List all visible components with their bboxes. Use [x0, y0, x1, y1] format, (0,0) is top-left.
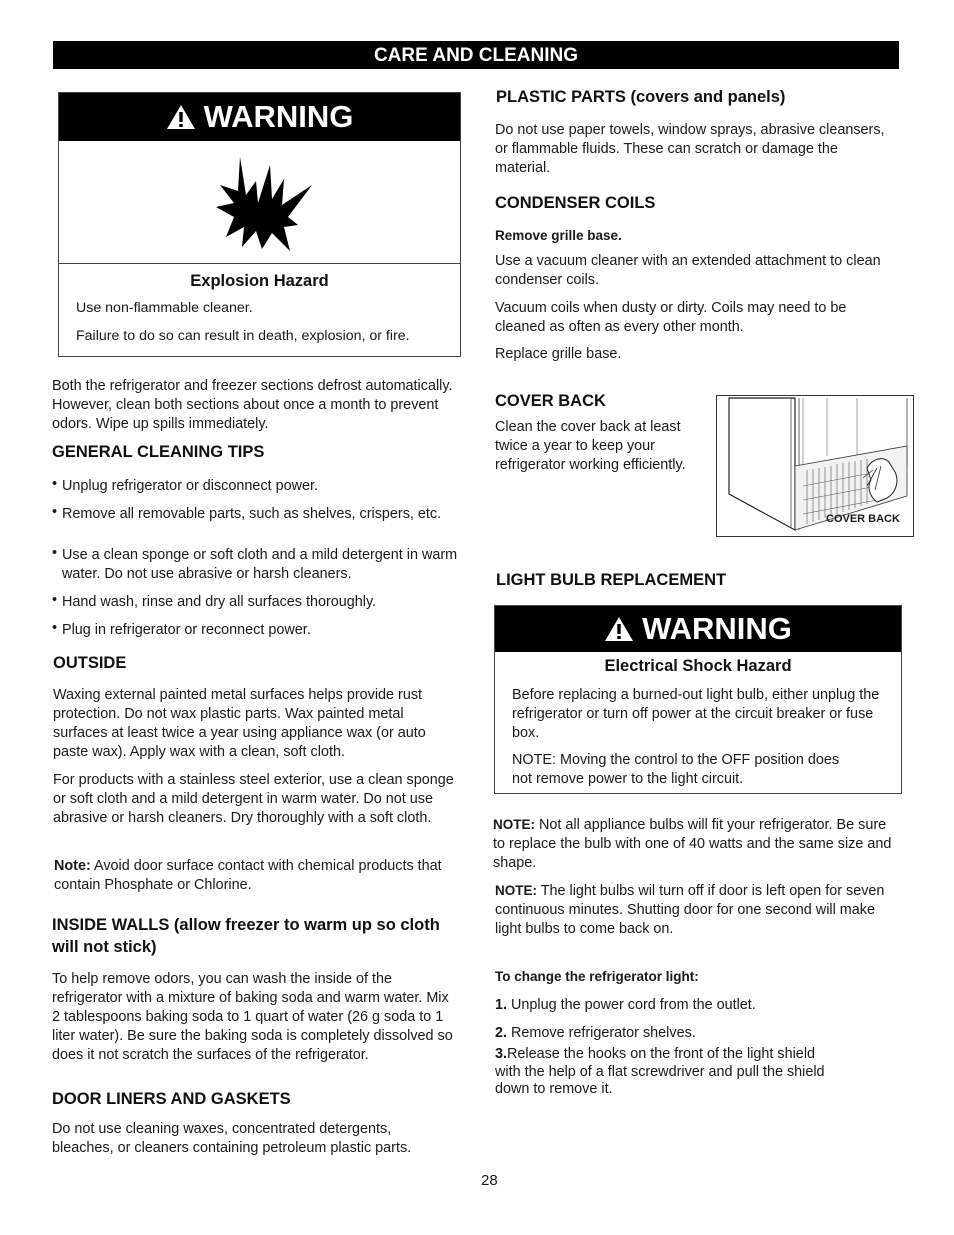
note-label: Note: [54, 858, 91, 874]
condenser-paragraph-3: Replace grille base. [495, 346, 622, 362]
step-number: 1. [495, 997, 508, 1013]
condenser-paragraph-2: Vacuum coils when dusty or dirty. Coils may need to be cleaned as often as every other month. [495, 300, 847, 335]
electrical-hazard-title: Electrical Shock Hazard [604, 657, 792, 675]
bullet-dot-icon: • [52, 620, 58, 636]
warning-header [495, 606, 901, 652]
bulb-note-2: NOTE: The light bulbs wil turn off if door is left open for seven continuous minutes. Shutting door for one second will make light bulbs to come back on. [495, 883, 885, 937]
explosion-warning-box [58, 92, 461, 357]
warning-title: WARNING [203, 99, 354, 134]
bullet-item: • Unplug refrigerator or disconnect power. [52, 476, 318, 494]
explosion-hazard-title: Explosion Hazard [190, 272, 329, 290]
light-bulb-heading: LIGHT BULB REPLACEMENT [496, 571, 727, 589]
cover-back-paragraph: Clean the cover back at least twice a year to keep your refrigerator working efficiently. [495, 419, 686, 473]
warning-line-2: Failure to do so can result in death, explosion, or fire. [76, 328, 410, 344]
bullet-dot-icon: • [52, 592, 58, 608]
bullet-dot-icon: • [52, 545, 58, 561]
plastic-parts-paragraph: Do not use paper towels, window sprays, abrasive cleansers, or flammable fluids. These can scratch or damage the material. [495, 122, 885, 176]
explosion-icon [212, 155, 322, 255]
note-label: NOTE: [495, 883, 537, 898]
plastic-parts-heading: PLASTIC PARTS (covers and panels) [496, 88, 786, 106]
bullet-item: • Hand wash, rinse and dry all surfaces thoroughly. [52, 592, 377, 610]
bullet-dot-icon: • [52, 504, 58, 520]
page-number: 28 [481, 1172, 498, 1189]
warning-triangle-icon [604, 616, 634, 642]
warning-title: WARNING [642, 611, 792, 646]
general-cleaning-heading: GENERAL CLEANING TIPS [52, 443, 265, 461]
inside-walls-heading: INSIDE WALLS (allow freezer to warm up so cloth will not stick) [52, 916, 440, 956]
outside-paragraph-2: For products with a stainless steel exterior, use a clean sponge or soft cloth and a mild detergent in warm water. Do not use abrasive or harsh cleaners. Dry thoroughly with a soft cloth. [53, 772, 454, 826]
outside-heading: OUTSIDE [53, 654, 127, 672]
condenser-paragraph-1: Use a vacuum cleaner with an extended attachment to clean condenser coils. [495, 253, 881, 288]
bulb-note-1: NOTE: Not all appliance bulbs will fit your refrigerator. Be sure to replace the bulb with one of 40 watts and the same size and shape. [493, 817, 892, 871]
bullet-item: • Use a clean sponge or soft cloth and a mild detergent in warm water. Do not use abrasive or harsh cleaners. [52, 545, 458, 582]
bullet-item: • Remove all removable parts, such as shelves, crispers, etc. [52, 504, 442, 522]
step-number: 3. [495, 1046, 508, 1062]
cover-back-heading: COVER BACK [495, 392, 606, 410]
electrical-warning-line-1: Before replacing a burned-out light bulb, either unplug the refrigerator or turn off power at the circuit breaker or fuse box. [512, 687, 880, 741]
electrical-warning-line-2: NOTE: Moving the control to the OFF position does not remove power to the light circuit. [512, 752, 840, 787]
bullet-dot-icon: • [52, 476, 58, 492]
step-number: 2. [495, 1025, 508, 1041]
door-liners-heading: DOOR LINERS AND GASKETS [52, 1090, 291, 1108]
step-item: 3.Release the hooks on the front of the light shield with the help of a flat screwdriver and pull the shield down to remove it. [495, 1046, 825, 1097]
cover-back-illustration [716, 395, 914, 537]
change-light-heading: To change the refrigerator light: [495, 969, 699, 984]
outside-paragraph-1: Waxing external painted metal surfaces helps provide rust protection. Do not wax plastic parts. Wax painted metal surfaces at least twice a year using appliance wax (or auto paste wax). Apply wax with a clean, soft cloth. [53, 687, 426, 760]
intro-paragraph: Both the refrigerator and freezer sections defrost automatically. However, clean both sections about once a month to prevent odors. Wipe up spills immediately. [52, 378, 453, 432]
door-liners-paragraph: Do not use cleaning waxes, concentrated detergents, bleaches, or cleaners containing petroleum plastic parts. [52, 1121, 412, 1156]
section-header: CARE AND CLEANING [53, 41, 899, 69]
electrical-warning-box [494, 605, 902, 794]
warning-header [59, 93, 460, 141]
inside-walls-paragraph: To help remove odors, you can wash the inside of the refrigerator with a mixture of baking soda and warm water. Mix 2 tablespoons baking soda to 1 quart of water (26 g soda to 1 liter water). Be sure the baking soda is completely dissolved so does it not scratch the surfaces of the refrigerator. [52, 971, 453, 1063]
warning-triangle-icon [166, 104, 196, 130]
condenser-coils-heading: CONDENSER COILS [495, 194, 656, 212]
note-label: NOTE: [493, 817, 535, 832]
cover-back-caption: COVER BACK [826, 513, 900, 525]
step-item: 1. Unplug the power cord from the outlet. [495, 997, 756, 1013]
remove-grille-subheading: Remove grille base. [495, 228, 622, 243]
warning-line-1: Use non-flammable cleaner. [76, 300, 253, 316]
step-item: 2. Remove refrigerator shelves. [495, 1025, 696, 1041]
outside-note: Note: Avoid door surface contact with chemical products that contain Phosphate or Chlorine. [54, 858, 442, 893]
explosion-graphic-area [59, 141, 460, 264]
bullet-item: • Plug in refrigerator or reconnect power. [52, 620, 311, 638]
